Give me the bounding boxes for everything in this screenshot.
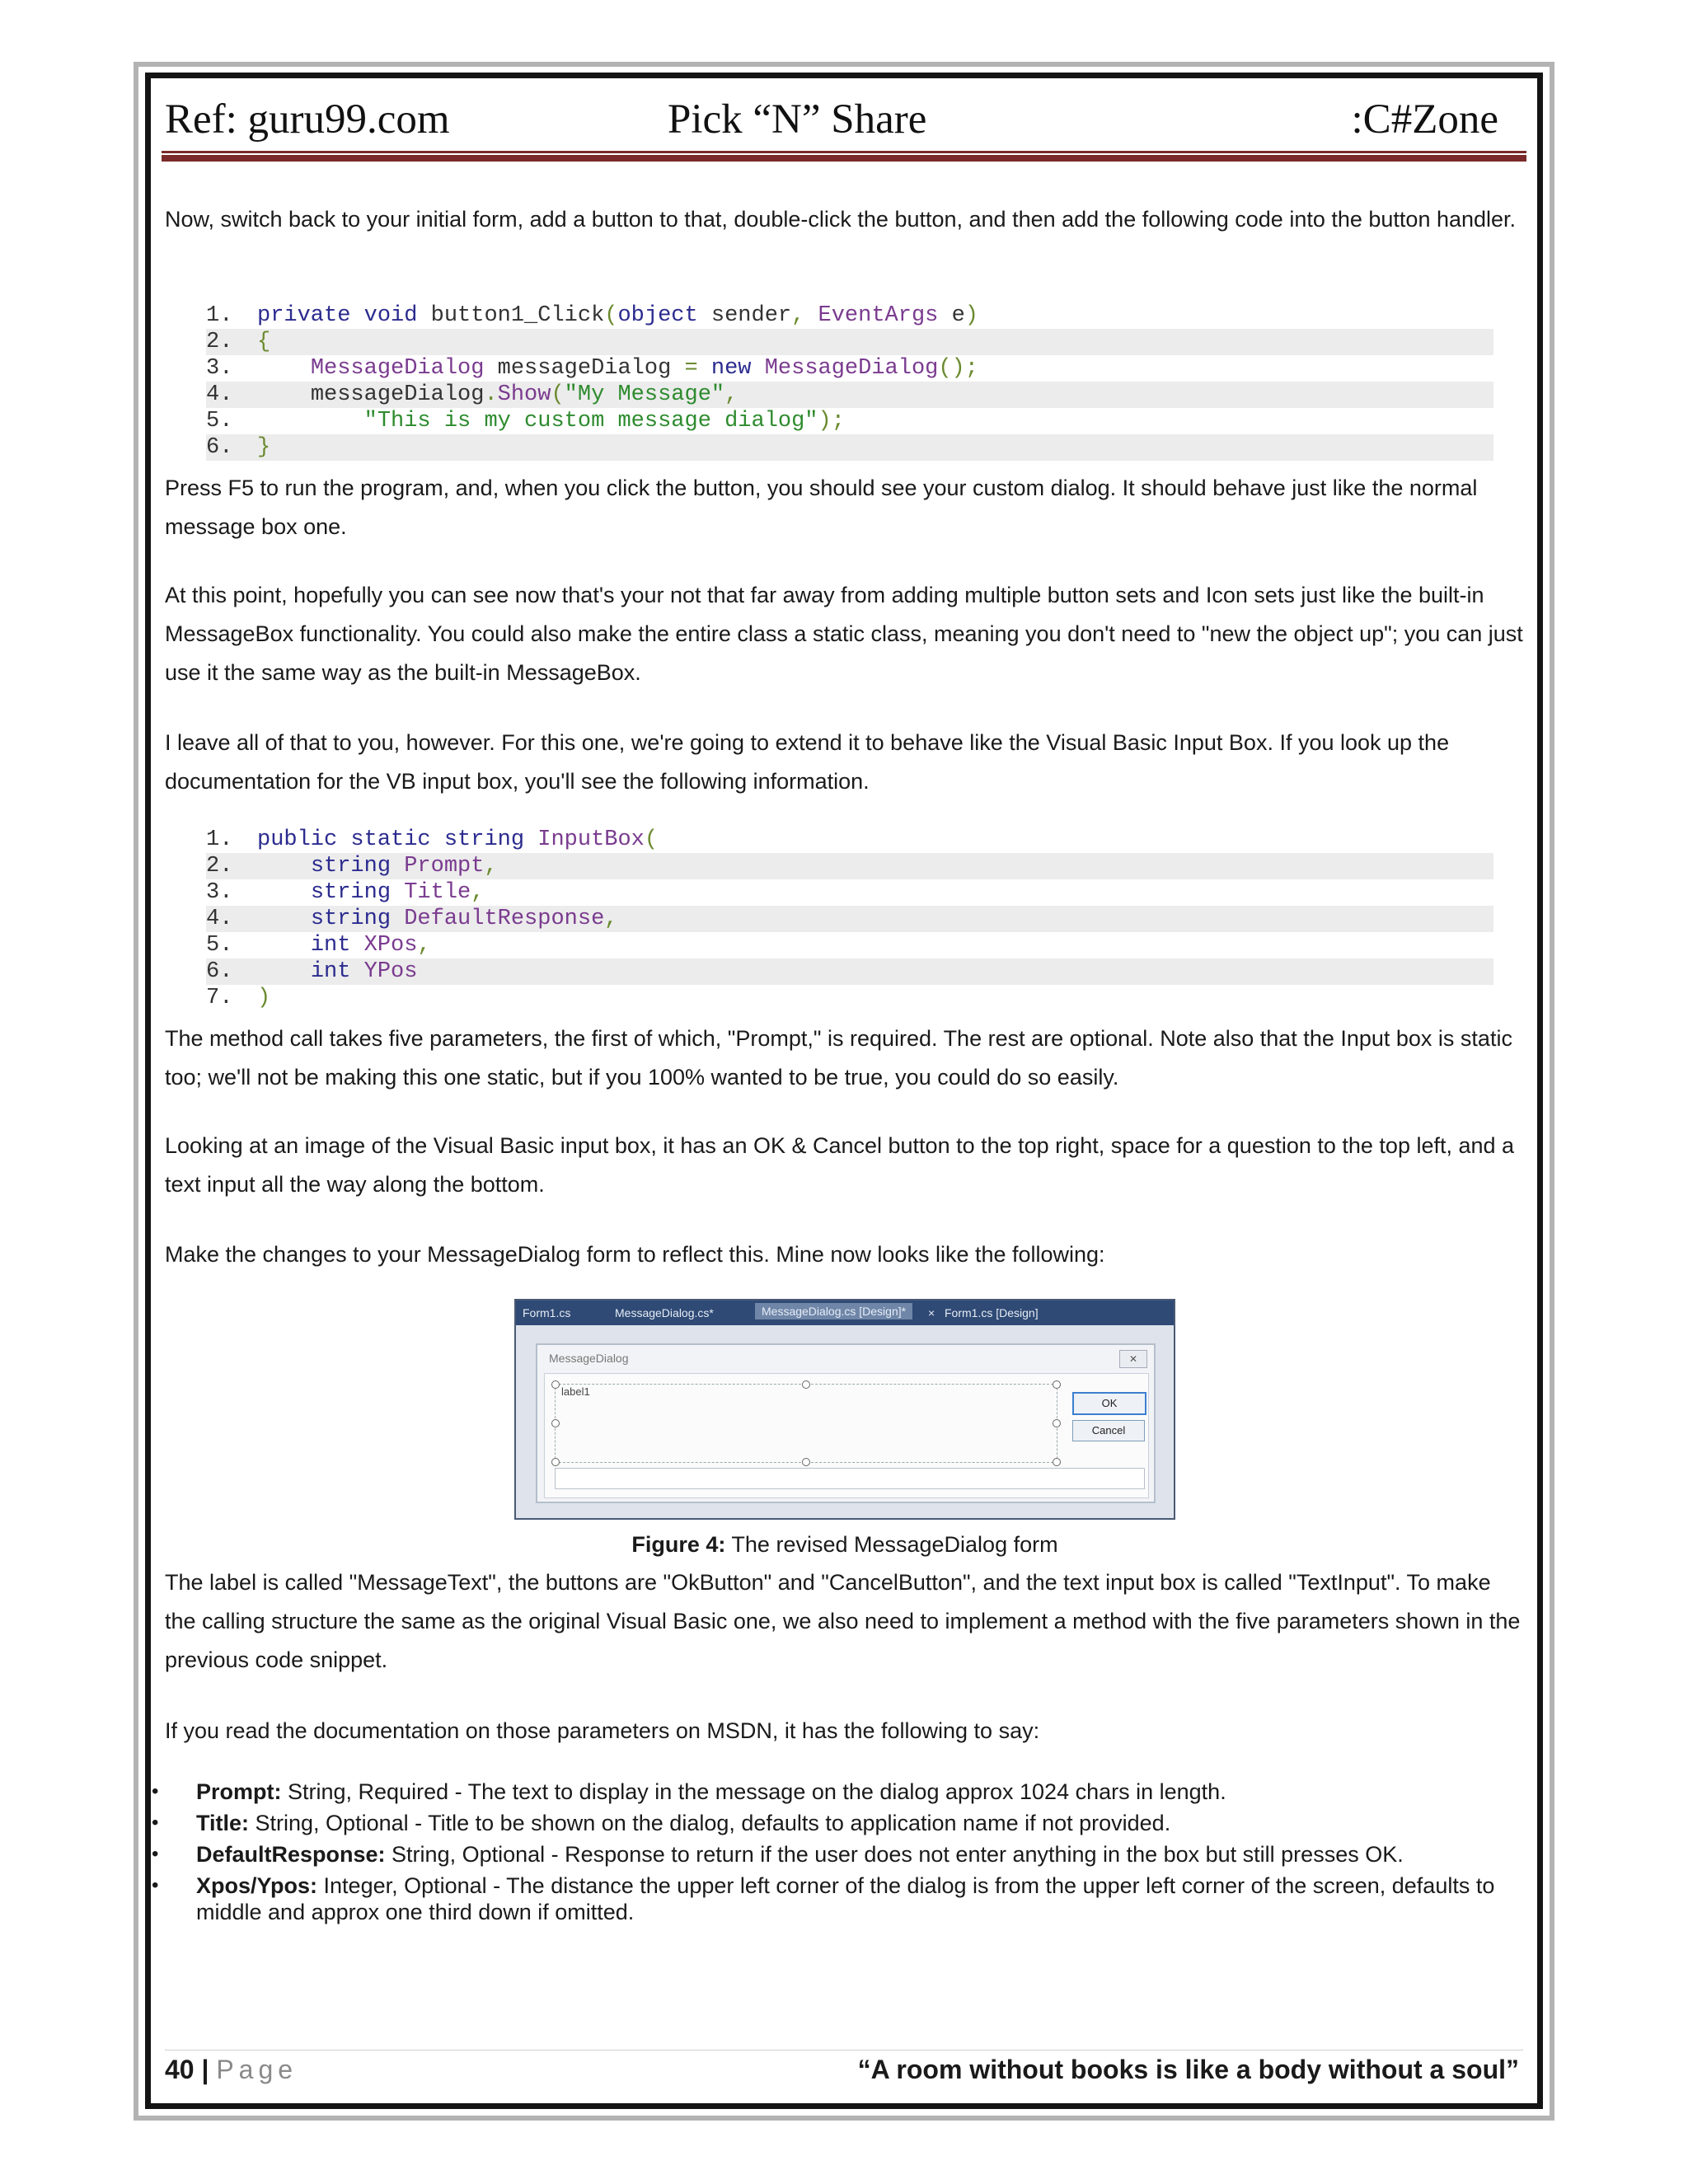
page-header (165, 92, 1525, 152)
code-block-inputbox (206, 827, 1493, 1011)
code-line: 3. string Title, (206, 880, 485, 905)
header-ref: Ref: guru99.com (165, 96, 450, 143)
list-item: • Prompt: String, Required - The text to display in the message on the dialog approx 1024 chars in length. (152, 1779, 1226, 1804)
paragraph-multiple-buttons: At this point, hopefully you can see now that's your not that far away from adding multiple button sets and Icon sets just like the built-in MessageBox functionality. You could also make the entire class a static class, meaning you don't need to "new the object up"; you can just use it the same way as the built-in MessageBox. (165, 583, 1523, 685)
bullet-icon: • (152, 1811, 159, 1834)
caption-label: Figure 4: (631, 1532, 726, 1557)
message-label: label1 (561, 1385, 590, 1398)
code-line: 4. messageDialog.Show("My Message", (206, 382, 1493, 408)
paragraph-input-box: I leave all of that to you, however. For this one, we're going to extend it to behave like the Visual Basic Input Box. If you look up the documentation for the VB input box, you'll see the following information. (165, 730, 1450, 794)
header-title: Pick “N” Share (668, 96, 927, 143)
code-line: 5. "This is my custom message dialog"); (206, 409, 845, 434)
figure-caption (165, 1530, 1525, 1559)
list-item: • Title: String, Optional - Title to be shown on the dialog, defaults to application name if not provided. (152, 1811, 1171, 1835)
ide-tab-strip (516, 1301, 1174, 1325)
resize-handle (1053, 1419, 1061, 1427)
footer-quote: “A room without books is like a body without a soul” (857, 2055, 1519, 2084)
code-line: 3. MessageDialog messageDialog = new MessageDialog(); (206, 356, 978, 381)
header-zone: :C#Zone (1351, 96, 1498, 143)
code-line: 1. public static string InputBox( (206, 827, 659, 852)
paragraph-vb-input-box: Looking at an image of the Visual Basic input box, it has an OK & Cancel button to the top right, space for a question to the top left, and a text input all the way along the bottom. (165, 1133, 1515, 1197)
ide-tab: Form1.cs (523, 1306, 571, 1319)
label-selection-box (555, 1384, 1057, 1463)
code-line: 5. int XPos, (206, 933, 431, 958)
paragraph-label-names: The label is called "MessageText", the buttons are "OkButton" and "CancelButton", and the text input box is called "TextInput". To make the calling structure the same as the original Visual Basic one, we also need to implement a method with the five parameters shown in the previous code snippet. (165, 1570, 1521, 1672)
designer-form (536, 1343, 1156, 1503)
bullet-icon: • (152, 1874, 159, 1896)
figure-messagedialog-form (514, 1299, 1175, 1520)
paragraph-press-f5: Press F5 to run the program, and, when you click the button, you should see your custom dialog. It should behave just like the normal message box one. (165, 476, 1478, 539)
ide-tab: MessageDialog.cs* (615, 1306, 714, 1319)
form-client-area (544, 1373, 1149, 1498)
resize-handle (802, 1458, 810, 1466)
code-line: 6. int YPos (206, 958, 1493, 985)
ide-tab: Form1.cs [Design] (945, 1306, 1039, 1319)
resize-handle (1053, 1380, 1061, 1389)
header-rule-thick (162, 155, 1526, 162)
code-line: 7. ) (206, 986, 271, 1010)
resize-handle (1053, 1458, 1061, 1466)
code-line: 1. private void button1_Click(object sender, EventArgs e) (206, 303, 978, 328)
resize-handle (551, 1458, 560, 1466)
list-item: • DefaultResponse: String, Optional - Response to return if the user does not enter anything in the box but still presses OK. (152, 1842, 1404, 1867)
close-icon: ✕ (1119, 1350, 1147, 1368)
bullet-icon: • (152, 1843, 159, 1865)
page-number: 40 | Page (165, 2055, 298, 2084)
code-line: 4. string DefaultResponse, (206, 906, 1493, 932)
paragraph-msdn: If you read the documentation on those parameters on MSDN, it has the following to say: (165, 1718, 1040, 1743)
code-line: 2. string Prompt, (206, 853, 1493, 879)
parameter-list (148, 1779, 1517, 1930)
ide-tab-active: MessageDialog.cs [Design]* (755, 1303, 912, 1319)
paragraph-make-changes: Make the changes to your MessageDialog form to reflect this. Mine now looks like the following: (165, 1242, 1105, 1267)
resize-handle (802, 1380, 810, 1389)
paragraph-intro: Now, switch back to your initial form, add a button to that, double-click the button, and then add the following code into the button handler. (165, 207, 1517, 232)
text-input (555, 1468, 1145, 1489)
form-title: MessageDialog (549, 1352, 629, 1365)
code-line: 6. } (206, 434, 1493, 461)
list-item: • Xpos/Ypos: Integer, Optional - The distance the upper left corner of the dialog is from the upper left corner of the screen, defaults to middle and approx one third down if omitted. (152, 1873, 1495, 1924)
bullet-icon: • (152, 1780, 159, 1802)
ok-button: OK (1072, 1392, 1146, 1415)
resize-handle (551, 1380, 560, 1389)
paragraph-five-parameters: The method call takes five parameters, the first of which, "Prompt," is required. The rest are optional. Note also that the Input box is static too; we'll not be making this one static, but if you 100% wanted to be true, you could do so easily. (165, 1026, 1512, 1090)
code-line: 2. { (206, 329, 1493, 355)
close-icon: × (928, 1306, 935, 1319)
code-block-button-click (206, 302, 1493, 461)
header-rule-thin (162, 151, 1526, 153)
caption-text: The revised MessageDialog form (725, 1532, 1058, 1557)
resize-handle (551, 1419, 560, 1427)
cancel-button: Cancel (1072, 1420, 1145, 1441)
